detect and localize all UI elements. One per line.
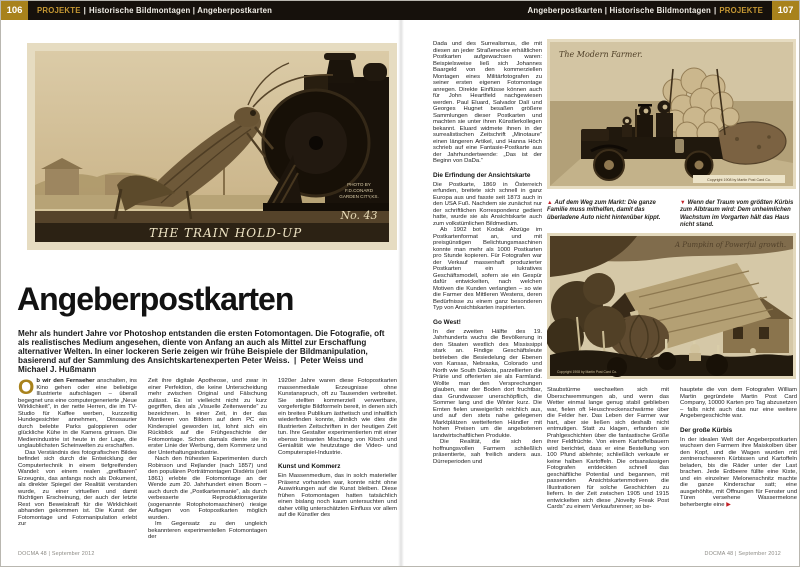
page-number-left: 106 [1,1,28,20]
body-paragraph: Nach den frühesten Experimenten durch Robinson und Rejlander (nach 1857) und den populären Porträtmontagen Disdéris (seit 1861) erlebte die Fotomontage an der Wende zum 20. Jahrhundert einen Boom – auch durch die „Postkartenmanie“, als durch verbesserte Reproduktionsgeräte (sogenannte Rotophotomaschinen) riesige Auflagen von Fotopostkarten möglich wurden. [148,456,267,521]
paragraph-text: anschalten, ins Kino gehen oder eine beliebige Illustrierte aufschlagen – überall begegnet uns eine computergenerierte „Neue Wirklichkeit“, in der nette Herren, die im TV-Studio für Kaffee werben, kurzzeitig Hundegesichter annehmen, Dinosaurier durch belebte Parks galoppieren oder glückliche Kühe in die Kamera grinsen. Die Medienindustrie ist heute in der Lage, die unglaublichsten Scheinwelten zu erschaffen. [18,378,137,449]
breadcrumb-text-right: Angeberpostkarten | Historische Bildmontagen [527,6,711,15]
body-paragraph: Ein Massenmedium, das in solch materieller Präsenz vorhanden war, konnte nicht ohne Auswirkungen auf die Kunst bleiben. Diese frühen Fotomontagen hatten tatsächlich einen bislang noch kaum untersuchten und daher völlig unterschätzten Einfluss vor allem auf die Künstler des [278,473,397,518]
article-column-3 [278,378,397,547]
modern-farmer-postcard-image [547,39,796,189]
paragraph-text: In der idealen Welt der Angeberpostkarten wuchsen den Farmern ihre Maiskolben über den Kopf, und die Wagen wurden mit zentnerschweren Kürbissen und Kartoffeln beladen, bis die Räder unter der Last brachen. Jede Erdbeere füllte eine Kiste, und ein einzelner Melonenschnitz machte die ganze Kinderschar satt; eine ausgehöhlte, mit Öffnungen für Fenster und Türen versehene Wassermelone beherbergte eine [680,436,797,508]
body-paragraph: Dada und des Surrealismus, die mit diesen an jeder Straßenecke erhältlichen Postkarten aufgewachsen waren: Beispielsweise ließ sich Johannes Baargeld von den kommerziellen Montagen eines Militärfotografen zu seiner ersten eigenen Fotomontage anregen. Direkte Einflüsse können auch für John Heartfield nachgewiesen werden. Paul Eluard, Salvador Dalí und Georges Hugnet besaßen größere Sammlungen dieser Postkarten und machten sie unter ihren Künstlerkollegen bekannt. Eluard widmete ihnen in der surrealistischen Zeitschrift „Minotaure“ einen längeren Artikel, und Hanna Höch schrieb auf eine Fantasie-Postkarte aus der Jahrhundertwende: „Das ist der Beginn von DaDa.“ [433,41,542,164]
body-paragraph: In der zweiten Hälfte des 19. Jahrhunderts wuchs die Bevölkerung in den Staaten westlich des Mississippi stark an. Findige Geschäftsleute betrieben die Besiedelung der Ebenen von Kansas, Nebraska, Colorado und North wie South Dakota, parzellierten die Prärie und offerierten sie als Farmland. Wollte man den Versprechungen glauben, war der Boden dort fruchtbar, das Grundwasser unerschöpflich, die Sommer lang und die Winter kurz. Die Ernten fielen unweigerlich reichlich aus, und auf den stets nahe gelegenen Marktplätzen wetteiferten Händler mit hohen Preisen um die angebotenen landwirtschaftlichen Produkte. [433,328,542,439]
author-names: Peter Weiss und Michael J. Hußmann [18,355,364,374]
body-paragraph: Die Realität, die sich den hoffnungsvollen Farmern schließlich präsentierte, sah freilich anders aus. Dürreperioden und [433,439,542,465]
breadcrumb-left [37,1,272,20]
section-heading: Die Erfindung der Ansichtskarte [433,171,531,179]
bold-lead-in: b wir den Fernseher [36,378,95,384]
article-title: Angeberpostkarten [17,281,294,317]
train-holdup-postcard-image [27,43,397,250]
postcard-number-lettering: No. 43 [340,209,378,222]
pumpkin-postcard-image [547,233,796,379]
breadcrumb-text-left: Historische Bildmontagen | Angeberpostkarten [89,6,273,15]
postcard-copyright-lettering: Copyright 1908 by Martin Post Card Co. [707,178,771,182]
body-paragraph: Ab 1902 bot Kodak Abzüge im Postkartenformat an, und mit preisgünstigen Belichtungsmaschinen konnte man mehr als 1000 Postkarten pro Stunde kopieren. Für Fotografen war der Verkauf massenhaft produzierter Postkarten ein lukratives Geschäftsmodell, sofern sie ein Gespür dafür entwickelten, nach welchen Motiven die Kunden verlangten – so wie die Farmer des Mittleren Westens, deren Bedürfnisse zu einem ganz besonderen Typ von Ansichtskarten inspirierten. [433,227,542,311]
postcard-credit-line2: F.D.CONARD [344,188,374,193]
postcard-title-lettering: THE TRAIN HOLD-UP [149,226,303,240]
caption-text: Auf dem Weg zum Markt: Die ganze Familie muss mithelfen, damit das überladene Auto nicht hintenüber kippt. [547,200,661,221]
postcard-copyright-lettering: Copyright 1908 by Martin Post Card Co. [557,370,618,374]
page-footer-left: DOCMA 48 | September 2012 [18,551,95,557]
page-footer-right: DOCMA 48 | September 2012 [704,551,781,557]
caption-marker-down-icon: ▼ [680,200,686,206]
section-heading: Go West! [433,318,461,326]
running-header [1,1,799,20]
section-heading: Der große Kürbis [680,426,733,434]
body-paragraph: 1920er Jahre waren diese Fotopostkarten massenmediale Erzeugnisse ohne Kunstanspruch, oft zu Tausenden verbreitet. Sie stellten kommerziell verwertbare, vorgefertigte Bildformeln bereit, in denen sich ein breites Publikum ästhetisch und inhaltlich wiederfinden konnte, ähnlich wie dies die illustrierten Zeitschriften in der heutigen Zeit tun. Ihre Gestalter experimentierten mit einer ebenso brisanten Mischung von Kitsch und Genialität wie heutzutage die Video- und Computerspiel-Industrie. [278,378,397,456]
body-paragraph: hauptete die von dem Fotografen William Martin gegründete Martin Post Card Company, 10000 Karten pro Tag abzusetzen – falls nicht auch das nur eine weitere Angebergeschichte war. [680,387,797,419]
train-holdup-illustration [27,43,397,250]
body-paragraph: Die Postkarte, 1869 in Österreich erfunden, breitete sich schnell in ganz Europa aus und fasste seit 1873 auch in den USA Fuß. Nachdem sie zunächst nur der schriftlichen Korrespondenz gedient hatte, wurde sie als Ansichtskarte auch zum volkstümlichen Bildmedium. [433,181,542,227]
image-caption-farmer [547,200,671,222]
body-paragraph: Im Gegensatz zu den ungleich bekannteren experimentellen Fotomontagen der [148,521,267,540]
body-paragraph: Das Verständnis des fotografischen Bildes befindet sich durch die Entwicklung der Computertechnik in einem tiefgreifenden Wandel: von einem realen „greifbaren“ Erzeugnis, das anfangs noch als Dokument, als direkter Spiegel der Realität verstanden wurde, zu einer virtuellen und damit flüchtigen Erscheinung, der auch der letzte Rest von Beweiskraft für die Wirklichkeit abhanden gekommen ist. Die Kunst der Fotomontage und Fotomanipulation erlebt zur [18,449,137,527]
caption-marker-up-icon: ▲ [547,200,553,206]
breadcrumb-right [528,1,763,20]
article-column-6 [680,387,797,549]
postcard-credit-line3: GARDEN CITY,KS. [339,194,379,199]
article-column-1 [18,378,137,547]
body-paragraph: Zeit ihre digitale Apotheose, und zwar in einer Perfektion, die keine Unterscheidung mehr zwischen Original und Fälschung zulässt. Es ist vielleicht nicht zu kurz gegriffen, dies als „Visuelle Zeitenwende“ zu bezeichnen. In einer Zeit, in der das Montieren von Bildern auf dem PC ein Kinderspiel geworden ist, lohnt sich ein Rückblick auf die Frühgeschichte der Fotomontage. Schon damals diente sie in erster Linie der Werbung, dem Kommerz und der Unterhaltungsindustrie. [148,378,267,456]
image-caption-pumpkin [680,200,798,229]
section-label-right: PROJEKTE [719,6,763,15]
page-gutter [398,20,404,567]
article-column-2 [148,378,267,547]
postcard-title-lettering: The Modern Farmer. [559,50,643,59]
caption-text: Wenn der Traum vom größten Kürbis zum Albtraum wird: Dem unheimlichen Wachstum im Vorgarten hält das Haus nicht stand. [680,200,794,228]
body-paragraph: Staubstürme wechselten sich mit Überschwemmungen ab, und wenn das Wetter einmal lange genug stabil geblieben war, fielen oft Heuschreckenschwärme über die Felder her. Das Leben der Farmer war hart, aber sie ließen sich deshalb nicht entmutigen. Statt zu klagen, erfanden sie Prahlgeschichten über die fantastische Größe ihrer Feldfrüchte. Von einem Kartoffelbauern wird berichtet, dass er eine Bestellung von 100 Pfund ablehnte; schließlich verkaufe er keine halben Kartoffeln. Die ortsansässigen Fotografen entdeckten schnell das geschäftliche Potential und begannen, mit passenden Ansichtskartenmotiven die Illustrationen für solche Geschichten zu liefern. In der Zeit zwischen 1905 und 1915 entwickelten sich diese „Novelty Freak Post Cards“ zu einem Verkaufsrenner; so be- [547,387,669,510]
standfirst-separator: | [293,355,297,365]
standfirst-text: Mehr als hundert Jahre vor Photoshop entstanden die ersten Fotomontagen. Die Fotografie, oft als realistisches Medium angesehen, diente von Anfang an auch als Mittel zur Erschaffung alternativer Welten. In einer lockeren Serie zeigen wir frühe Beispiele der Bildmanipulation, basierend auf der Sammlung des Ansichtskartenexperten Peter Weiss. [18,329,385,365]
body-paragraph [18,378,137,450]
page-number-right: 107 [772,1,799,20]
standfirst [18,330,393,375]
drop-cap: O [18,378,35,399]
postcard-credit-line1: PHOTO BY [347,182,371,187]
section-label-left: PROJEKTE [37,6,81,15]
article-column-5 [547,387,669,549]
modern-farmer-illustration [547,39,796,189]
breadcrumb-separator: | [83,6,87,15]
postcard-title-lettering: A Pumpkin of Powerful growth. [675,241,787,249]
continuation-arrow-icon: ▶ [726,501,731,508]
pumpkin-illustration [547,233,796,379]
body-paragraph [680,437,797,509]
section-heading: Kunst und Kommerz [278,463,341,470]
breadcrumb-separator: | [713,6,717,15]
article-column-4 [433,41,542,553]
